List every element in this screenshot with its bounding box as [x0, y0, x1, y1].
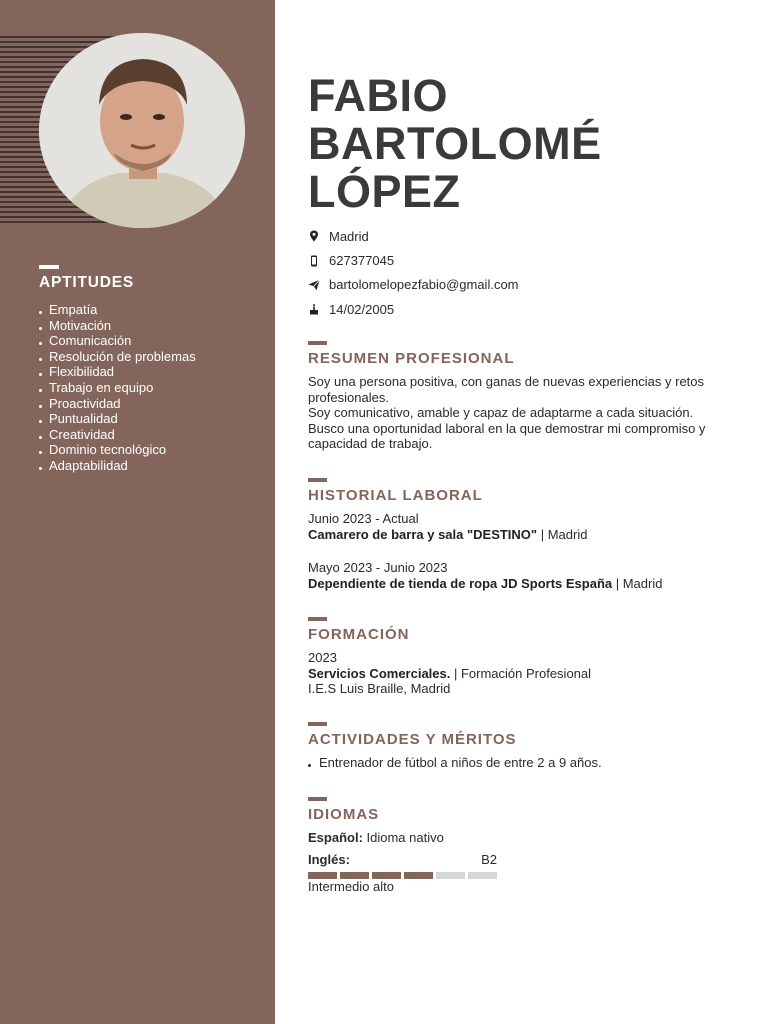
name-line: LÓPEZ: [308, 166, 461, 218]
section-accent-bar: [308, 617, 327, 621]
location-pin-icon: [308, 230, 320, 242]
contact-email: [308, 273, 738, 297]
section-accent-bar: [39, 265, 59, 269]
cake-icon: [308, 303, 320, 315]
aptitude-item: Proactividad: [39, 396, 259, 412]
aptitude-item: Puntualidad: [39, 411, 259, 427]
aptitude-item: Flexibilidad: [39, 364, 259, 380]
activities-section: [308, 722, 738, 771]
section-accent-bar: [308, 722, 327, 726]
profile-photo: [39, 33, 245, 228]
aptitude-item: Comunicación: [39, 333, 259, 349]
aptitude-item: Empatía: [39, 302, 259, 318]
job-location: | Madrid: [537, 526, 588, 542]
language-english: [308, 852, 497, 867]
location-text: Madrid: [329, 228, 369, 244]
languages-section: [308, 797, 738, 894]
aptitude-item: Adaptabilidad: [39, 458, 259, 474]
education-degree-line: [308, 666, 738, 682]
phone-text: 627377045: [329, 253, 395, 269]
education-year: 2023: [308, 650, 337, 665]
level-segment: [436, 872, 465, 879]
profile-photo-illustration: [39, 33, 245, 228]
level-segment: [308, 872, 337, 879]
aptitudes-list: [39, 302, 259, 474]
section-accent-bar: [308, 797, 327, 801]
aptitude-item: Resolución de problemas: [39, 349, 259, 365]
aptitude-item: Dominio tecnológico: [39, 442, 259, 458]
summary-section: [308, 341, 738, 452]
language-level: B2: [481, 851, 497, 867]
language-label: Español:: [308, 830, 363, 845]
summary-line: Soy comunicativo, amable y capaz de adaptarme a cada situación.: [308, 405, 694, 421]
education-entry: [308, 650, 738, 697]
language-label: Inglés:: [308, 851, 350, 867]
aptitude-item: Motivación: [39, 318, 259, 334]
language-level-bar: [308, 872, 738, 879]
person-name: [308, 72, 738, 216]
level-segment: [468, 872, 497, 879]
name-line: BARTOLOMÉ: [308, 118, 602, 170]
contact-location: [308, 224, 738, 248]
level-segment: [404, 872, 433, 879]
job-role: Camarero de barra y sala "DESTINO": [308, 526, 538, 542]
name-line: FABIO: [308, 70, 449, 122]
aptitude-item: Trabajo en equipo: [39, 380, 259, 396]
job-role: Dependiente de tienda de ropa JD Sports España: [308, 575, 613, 591]
birthdate-text: 14/02/2005: [329, 301, 395, 317]
language-spanish: [308, 830, 738, 846]
level-segment: [340, 872, 369, 879]
education-school: I.E.S Luis Braille, Madrid: [308, 681, 451, 697]
work-history-heading: HISTORIAL LABORAL: [308, 487, 483, 504]
activity-item: Entrenador de fútbol a niños de entre 2 a 9 años.: [308, 755, 738, 771]
job-role-line: [308, 527, 738, 543]
phone-icon: [308, 255, 320, 267]
aptitude-item: Creatividad: [39, 427, 259, 443]
paper-plane-icon: [308, 279, 320, 291]
aptitudes-heading: APTITUDES: [39, 274, 135, 291]
education-degree: Servicios Comerciales.: [308, 665, 451, 681]
work-history-section: [308, 478, 738, 591]
sidebar: [0, 0, 275, 1024]
language-value: Idioma nativo: [362, 830, 444, 845]
job-dates: Junio 2023 - Actual: [308, 511, 419, 526]
section-accent-bar: [308, 341, 327, 345]
summary-line: Busco una oportunidad laboral en la que demostrar mi compromiso y capacidad de trabajo.: [308, 420, 706, 452]
job-location: | Madrid: [612, 575, 663, 591]
contact-birthdate: [308, 297, 738, 321]
aptitudes-section: [39, 265, 259, 474]
languages-heading: IDIOMAS: [308, 806, 380, 823]
language-description: Intermedio alto: [308, 878, 394, 894]
job-role-line: [308, 576, 738, 592]
level-segment: [372, 872, 401, 879]
summary-line: Soy una persona positiva, con ganas de nuevas experiencias y retos profesionales.: [308, 374, 705, 405]
contact-list: [308, 224, 738, 322]
education-heading: FORMACIÓN: [308, 626, 410, 643]
activities-heading: ACTIVIDADES Y MÉRITOS: [308, 731, 517, 748]
section-accent-bar: [308, 478, 327, 482]
job-entry: [308, 511, 738, 542]
contact-phone: [308, 248, 738, 272]
summary-text: [308, 374, 738, 452]
education-type: | Formación Profesional: [450, 665, 592, 681]
email-text: bartolomelopezfabio@gmail.com: [329, 277, 519, 293]
job-entry: [308, 560, 738, 591]
summary-heading: RESUMEN PROFESIONAL: [308, 350, 515, 367]
job-dates: Mayo 2023 - Junio 2023: [308, 560, 448, 576]
education-section: [308, 617, 738, 697]
